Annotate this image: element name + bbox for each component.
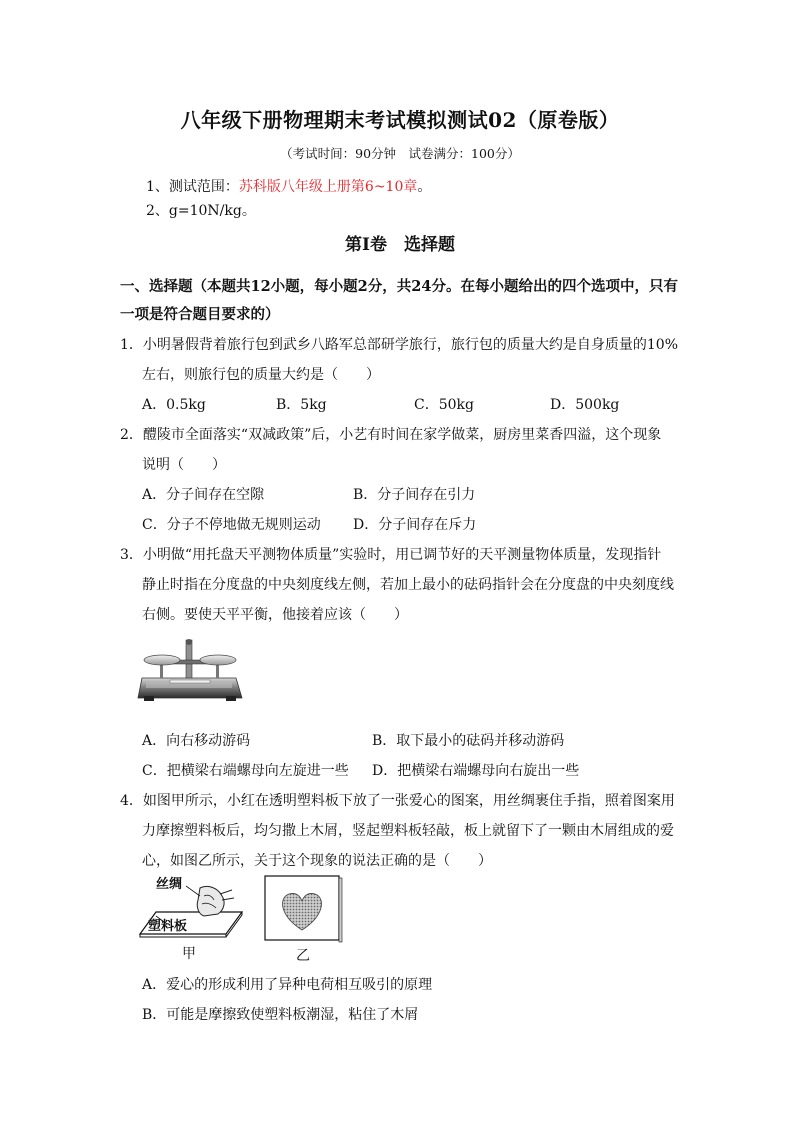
question-3-option-c: C．把横梁右端螺母向左旋进一些 [142, 763, 349, 779]
question-2-line1: 2．醴陵市全面落实“双减政策”后，小艺有时间在家学做菜，厨房里菜香四溢，这个现象 [120, 427, 662, 443]
question-3-line1: 3．小明做“用托盘天平测物体质量”实验时，用已调节好的天平测量物体质量，发现指针 [120, 547, 662, 563]
question-4-line2: 力摩擦塑料板后，均匀撒上木屑，竖起塑料板轻敲，板上就留下了一颗由木屑组成的爱 [142, 823, 674, 839]
figure-jia-rubbing [134, 874, 250, 962]
section-title: 第Ⅰ卷 选择题 [345, 235, 455, 255]
question-2-option-a: A．分子间存在空隙 [142, 487, 265, 503]
exam-info: （考试时间：90分钟 试卷满分：100分） [280, 146, 520, 161]
question-3-option-d: D．把横梁右端螺母向右旋出一些 [372, 763, 580, 779]
question-4-option-a: A．爱心的形成利用了异种电荷相互吸引的原理 [142, 977, 433, 993]
question-3-option-a: A．向右移动游码 [142, 733, 251, 749]
label-plastic-board: 塑料板 [148, 919, 188, 934]
question-1-option-d: D．500kg [550, 397, 620, 413]
note-scope-prefix: 1、测试范围： [146, 179, 239, 195]
label-silk: 丝绸 [156, 877, 183, 892]
section-instructions-line1: 一、选择题（本题共12小题，每小题2分，共24分。在每小题给出的四个选项中，只有 [120, 278, 678, 295]
question-3-option-b: B．取下最小的砝码并移动游码 [372, 733, 565, 749]
note-scope [146, 176, 431, 196]
note-scope-suffix: 。 [417, 179, 432, 195]
question-2-option-c: C．分子不停地做无规则运动 [142, 517, 321, 533]
note-gravity: 2、g=10N/kg。 [146, 203, 256, 219]
page-title: 八年级下册物理期末考试模拟测试02（原卷版） [180, 108, 620, 132]
label-yi: 乙 [296, 948, 310, 964]
question-1-option-c: C．50kg [414, 397, 474, 413]
question-1-line1: 1．小明暑假背着旅行包到武乡八路军总部研学旅行，旅行包的质量大约是自身质量的10% [120, 337, 679, 353]
question-4-line1: 4．如图甲所示，小红在透明塑料板下放了一张爱心的图案，用丝绸裹住手指，照着图案用 [120, 793, 675, 809]
label-jia: 甲 [182, 946, 196, 962]
question-1-option-a: A．0.5kg [142, 397, 206, 413]
question-3-line2: 静止时指在分度盘的中央刻度线左侧，若加上最小的砝码指针会在分度盘的中央刻度线 [142, 577, 674, 593]
question-1-option-b: B．5kg [276, 397, 327, 413]
question-2-line2: 说明（ ） [142, 457, 226, 473]
question-2-option-b: B．分子间存在引力 [353, 487, 476, 503]
question-4-option-b: B．可能是摩擦致使塑料板潮湿，粘住了木屑 [142, 1007, 419, 1023]
question-2-option-d: D．分子间存在斥力 [353, 517, 477, 533]
question-3-line3: 右侧。要使天平平衡，他接着应该（ ） [142, 607, 408, 623]
figure-yi-heart [262, 872, 344, 964]
balance-scale-figure [136, 632, 244, 704]
note-scope-highlight: 苏科版八年级上册第6~10章 [238, 179, 418, 195]
section-instructions-line2: 一项是符合题目要求的） [120, 306, 280, 323]
question-4-line3: 心，如图乙所示，关于这个现象的说法正确的是（ ） [142, 853, 492, 869]
question-1-line2: 左右，则旅行包的质量大约是（ ） [142, 367, 380, 383]
